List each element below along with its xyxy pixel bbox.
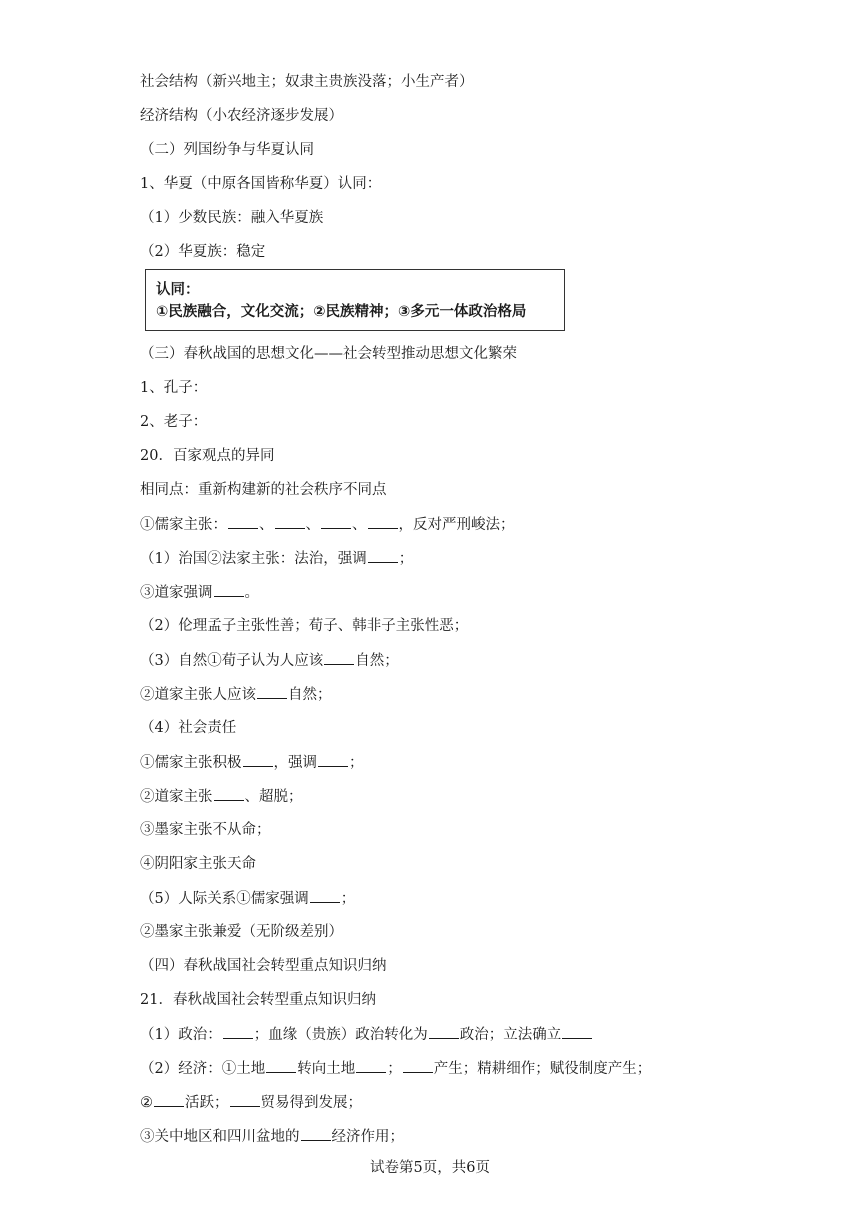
answer-blank[interactable] bbox=[562, 1024, 592, 1039]
answer-blank[interactable] bbox=[223, 1024, 253, 1039]
fill-in-line bbox=[140, 548, 413, 569]
answer-blank[interactable] bbox=[275, 514, 305, 529]
line-text: ； bbox=[398, 551, 414, 567]
fill-in-line bbox=[140, 1024, 593, 1045]
fill-in-line bbox=[140, 514, 515, 535]
answer-blank[interactable] bbox=[368, 548, 398, 563]
answer-blank[interactable] bbox=[228, 514, 258, 529]
fill-in-line bbox=[140, 956, 387, 976]
fill-in-line bbox=[140, 616, 468, 636]
line-text: ； bbox=[340, 891, 356, 907]
line-text: 、 bbox=[352, 517, 367, 533]
line-text: ，反对严刑峻法； bbox=[398, 517, 515, 533]
answer-blank[interactable] bbox=[243, 752, 273, 767]
text-line: 1、华夏（中原各国皆称华夏）认同： bbox=[140, 176, 382, 192]
fill-in-line bbox=[140, 820, 271, 840]
line-text: 活跃； bbox=[185, 1095, 229, 1111]
fill-in-line bbox=[140, 718, 236, 738]
fill-in-line bbox=[140, 854, 256, 874]
line-text: ①儒家主张： bbox=[140, 517, 227, 533]
question-heading: 20．百家观点的异同 bbox=[140, 448, 275, 464]
fill-in-line bbox=[140, 582, 259, 603]
line-text: （3）自然①荀子认为人应该 bbox=[140, 653, 324, 669]
line-text: （5）人际关系①儒家强调 bbox=[140, 891, 309, 907]
text-line: 1、孔子： bbox=[140, 380, 208, 396]
text-line: 社会结构（新兴地主；奴隶主贵族没落；小生产者） bbox=[140, 74, 474, 90]
line-text: 21．春秋战国社会转型重点知识归纳 bbox=[140, 992, 376, 1008]
fill-in-line bbox=[140, 650, 399, 671]
line-text: 转向土地 bbox=[297, 1061, 356, 1077]
answer-blank[interactable] bbox=[403, 1058, 433, 1073]
text-line: 2、老子： bbox=[140, 414, 208, 430]
line-text: （1）政治： bbox=[140, 1027, 222, 1043]
answer-blank[interactable] bbox=[310, 888, 340, 903]
answer-blank[interactable] bbox=[266, 1058, 296, 1073]
answer-blank[interactable] bbox=[324, 650, 354, 665]
answer-blank[interactable] bbox=[230, 1092, 260, 1107]
line-text: 、 bbox=[259, 517, 274, 533]
fill-in-line bbox=[140, 786, 303, 807]
answer-blank[interactable] bbox=[318, 752, 348, 767]
answer-blank[interactable] bbox=[214, 582, 244, 597]
text-line: 经济结构（小农经济逐步发展） bbox=[140, 108, 343, 124]
line-text: ； bbox=[349, 755, 364, 771]
line-text: 、超脱； bbox=[244, 789, 303, 805]
answer-blank[interactable] bbox=[368, 514, 398, 529]
answer-blank[interactable] bbox=[429, 1024, 459, 1039]
line-text: ； bbox=[387, 1061, 402, 1077]
line-text: 产生；精耕细作；赋役制度产生； bbox=[433, 1061, 652, 1077]
page-footer: 试卷第5页，共6页 bbox=[370, 1160, 490, 1176]
answer-blank[interactable] bbox=[356, 1058, 386, 1073]
section-heading: （二）列国纷争与华夏认同 bbox=[140, 142, 314, 158]
line-text: ①儒家主张积极 bbox=[140, 755, 242, 771]
line-text: 、 bbox=[305, 517, 320, 533]
line-text: 经济作用； bbox=[331, 1129, 404, 1145]
fill-in-line bbox=[140, 752, 364, 773]
fill-in-line bbox=[140, 888, 355, 909]
section-heading: （三）春秋战国的思想文化——社会转型推动思想文化繁荣 bbox=[140, 346, 517, 362]
line-text: （4）社会责任 bbox=[140, 720, 237, 736]
line-text: 。 bbox=[244, 585, 259, 601]
summary-box bbox=[145, 269, 565, 331]
fill-in-line bbox=[140, 1058, 651, 1079]
line-text: （四）春秋战国社会转型重点知识归纳 bbox=[140, 958, 387, 974]
line-text: ，强调 bbox=[273, 755, 317, 771]
line-text: （2）伦理孟子主张性善；荀子、韩非子主张性恶； bbox=[140, 618, 469, 634]
text-line: 相同点：重新构建新的社会秩序不同点 bbox=[140, 482, 387, 498]
fill-in-line bbox=[140, 990, 376, 1010]
answer-blank[interactable] bbox=[257, 684, 287, 699]
fill-in-line bbox=[140, 922, 343, 942]
fill-in-line bbox=[140, 1126, 404, 1147]
line-text: ③关中地区和四川盆地的 bbox=[140, 1129, 300, 1145]
line-text: ②墨家主张兼爱（无阶级差别） bbox=[140, 924, 343, 940]
line-text: ④阴阳家主张天命 bbox=[140, 856, 256, 872]
summary-box-content: ①民族融合，文化交流；②民族精神；③多元一体政治格局 bbox=[156, 304, 527, 320]
line-text: ②道家主张 bbox=[140, 789, 213, 805]
line-text: ③墨家主张不从命； bbox=[140, 822, 271, 838]
fill-in-line bbox=[140, 684, 332, 705]
line-text: 自然； bbox=[355, 653, 399, 669]
line-text: ②道家主张人应该 bbox=[140, 687, 256, 703]
answer-blank[interactable] bbox=[214, 786, 244, 801]
line-text: 贸易得到发展； bbox=[260, 1095, 362, 1111]
text-line: （2）华夏族：稳定 bbox=[140, 244, 266, 260]
line-text: ③道家强调 bbox=[140, 585, 213, 601]
line-text: ；血缘（贵族）政治转化为 bbox=[253, 1027, 428, 1043]
line-text: （1）治国②法家主张：法治，强调 bbox=[140, 551, 367, 567]
line-text: 自然； bbox=[288, 687, 332, 703]
fill-in-line bbox=[140, 1092, 362, 1113]
answer-blank[interactable] bbox=[154, 1092, 184, 1107]
answer-blank[interactable] bbox=[301, 1126, 331, 1141]
line-text: （2）经济：①土地 bbox=[140, 1061, 266, 1077]
answer-blank[interactable] bbox=[321, 514, 351, 529]
line-text: ② bbox=[140, 1095, 153, 1111]
text-line: （1）少数民族：融入华夏族 bbox=[140, 210, 324, 226]
summary-box-title: 认同： bbox=[156, 282, 200, 298]
line-text: 政治；立法确立 bbox=[459, 1027, 562, 1043]
